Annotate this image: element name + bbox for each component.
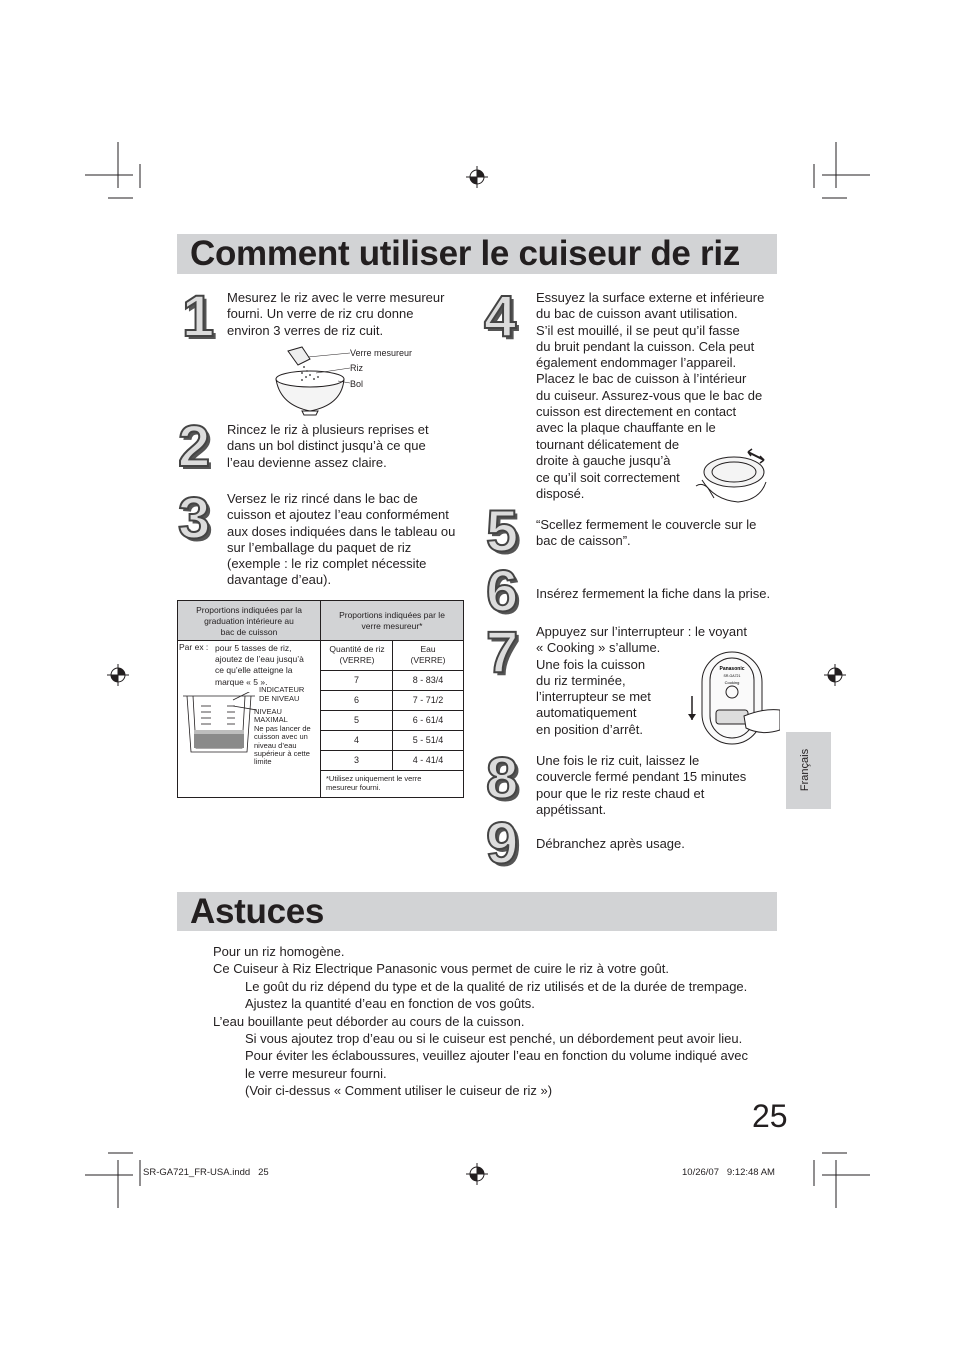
language-tab-label: Français	[799, 748, 811, 792]
step-2-text: Rincez le riz à plusieurs reprises et dans un bol distinct jusqu’à ce que l’eau devienne assez claire.	[227, 422, 429, 470]
proportions-table	[177, 600, 464, 798]
cooker-cooking-label: Cooking	[724, 680, 740, 685]
rice-cups: 4	[353, 735, 359, 745]
step-number-8: 8	[486, 746, 519, 811]
table-row	[320, 730, 464, 751]
page-title: Comment utiliser le cuiseur de riz	[190, 234, 740, 273]
step-number-7: 7	[486, 620, 519, 685]
registration-mark-left	[107, 664, 129, 686]
step-number-1: 1	[182, 284, 215, 349]
label-measuring-cup: Verre mesureur	[350, 348, 413, 358]
col-rice-header: Quantité de riz (VERRE)	[329, 644, 385, 665]
table-head-left: Proportions indiquées par la graduation intérieure au bac de cuisson	[196, 605, 302, 637]
step-number-5: 5	[486, 499, 519, 564]
step-8-text: Une fois le riz cuit, laissez le couvercle fermé pendant 15 minutes pour que le riz reste chaud et appétissant.	[536, 753, 747, 817]
cooker-switch-illustration	[684, 650, 780, 746]
step-3-text: Versez le riz rincé dans le bac de cuisson et ajoutez l’eau conformément aux doses indiquées dans le tableau ou sur l’emballage du paquet de riz (exemple : le riz complet nécessite davantage d’eau).	[227, 491, 456, 588]
table-row	[320, 670, 464, 691]
tips-line-2: Ce Cuiseur à Riz Electrique Panasonic vous permet de cuire le riz à votre goût.	[213, 961, 669, 977]
tips-line-3: Le goût du riz dépend du type et de la qualité de riz utilisés et de la durée de trempage.	[245, 978, 748, 994]
cooker-brand: Panasonic	[719, 666, 745, 672]
tips-line-9: (Voir ci-dessus « Comment utiliser le cuiseur de riz »)	[245, 1083, 553, 1099]
water-cups: 6 - 61/4	[412, 715, 444, 725]
water-cups: 5 - 51/4	[412, 735, 444, 745]
step-number-3: 3	[178, 486, 211, 551]
step-number-4: 4	[484, 284, 517, 349]
table-row	[320, 690, 464, 711]
rice-cups: 6	[353, 695, 359, 705]
measuring-bowl-illustration	[272, 345, 350, 417]
rice-cups: 7	[353, 675, 359, 685]
table-head-right: Proportions indiquées par le verre mesureur*	[339, 610, 445, 631]
table-row	[320, 750, 464, 771]
label-bowl: Bol	[350, 379, 364, 389]
step-1-text: Mesurez le riz avec le verre mesureur fourni. Un verre de riz cru donne environ 3 verres de riz cuit.	[227, 290, 445, 338]
step-9-text: Débranchez après usage.	[536, 836, 685, 851]
step-4-text-continued: tournant délicatement de droite à gauche jusqu’à ce qu’il soit correctement disposé.	[536, 437, 680, 501]
tips-line-8: le verre mesureur fourni.	[245, 1065, 387, 1081]
table-footnote: *Utilisez uniquement le verre mesureur fourni.	[326, 774, 422, 792]
registration-mark-top	[466, 166, 488, 188]
footer-timestamp: 10/26/07 9:12:48 AM	[682, 1167, 775, 1178]
registration-mark-right	[824, 664, 846, 686]
rice-cups: 3	[353, 755, 359, 765]
place-pan-illustration	[694, 442, 776, 506]
step-7-text: Appuyez sur l’interrupteur : le voyant « Cooking » s’allume. Une fois la cuisson du riz terminée, l’interrupteur se met automatiquement en position d’arrêt.	[536, 624, 747, 737]
col-water-header: Eau (VERRE)	[410, 644, 446, 665]
page-number: 25	[752, 1098, 788, 1134]
tips-title: Astuces	[190, 892, 325, 931]
max-level-label: NIVEAU MAXIMAL Ne pas lancer de cuisson avec un niveau d’eau supérieur à cette limite	[254, 707, 311, 767]
registration-mark-bottom	[466, 1163, 488, 1185]
cooker-model: SR-GA721	[723, 674, 741, 678]
inner-pan-diagram	[181, 692, 257, 756]
step-number-9: 9	[486, 811, 519, 876]
level-indicator-label: INDICATEUR DE NIVEAU	[259, 685, 305, 703]
water-cups: 8 - 83/4	[412, 675, 444, 685]
tips-line-7: Pour éviter les éclaboussures, veuillez ajouter l’eau en fonction du volume indiqué avec	[245, 1048, 748, 1064]
step-number-2: 2	[178, 414, 211, 479]
tips-line-6: Si vous ajoutez trop d’eau ou si le cuiseur est penché, un débordement peut avoir lieu.	[245, 1031, 743, 1047]
example-text: pour 5 tasses de riz, ajoutez de l’eau jusqu’à ce qu’elle atteigne la marque « 5 ».	[215, 643, 304, 687]
step-number-6: 6	[486, 559, 519, 624]
step-4-text: Essuyez la surface externe et inférieure du bac de cuisson avant utilisation. S’il est mouillé, il se peut qu’il fasse du bruit pendant la cuisson. Cela peut également endommager l’appareil. Placez le bac de cuisson à l’intérieur du cuiseur. Assurez-vous que le bac de cuisson est directement en contact avec la plaque chauffante en le	[536, 290, 765, 436]
tips-line-1: Pour un riz homogène.	[213, 944, 345, 959]
step-6-text: Insérez fermement la fiche dans la prise.	[536, 586, 771, 601]
water-cups: 7 - 71/2	[412, 695, 444, 705]
tips-line-4: Ajustez la quantité d’eau en fonction de vos goûts.	[245, 996, 535, 1012]
footer-file: SR-GA721_FR-USA.indd 25	[143, 1167, 269, 1178]
tips-body	[213, 943, 813, 1100]
label-rice: Riz	[350, 363, 363, 373]
rice-cups: 5	[353, 715, 359, 725]
step-5-text: “Scellez fermement le couvercle sur le bac de caisson”.	[536, 517, 757, 549]
table-row	[320, 710, 464, 731]
tips-line-5: L’eau bouillante peut déborder au cours de la cuisson.	[213, 1013, 525, 1029]
water-cups: 4 - 41/4	[412, 755, 444, 765]
example-prefix: Par ex :	[179, 642, 209, 652]
